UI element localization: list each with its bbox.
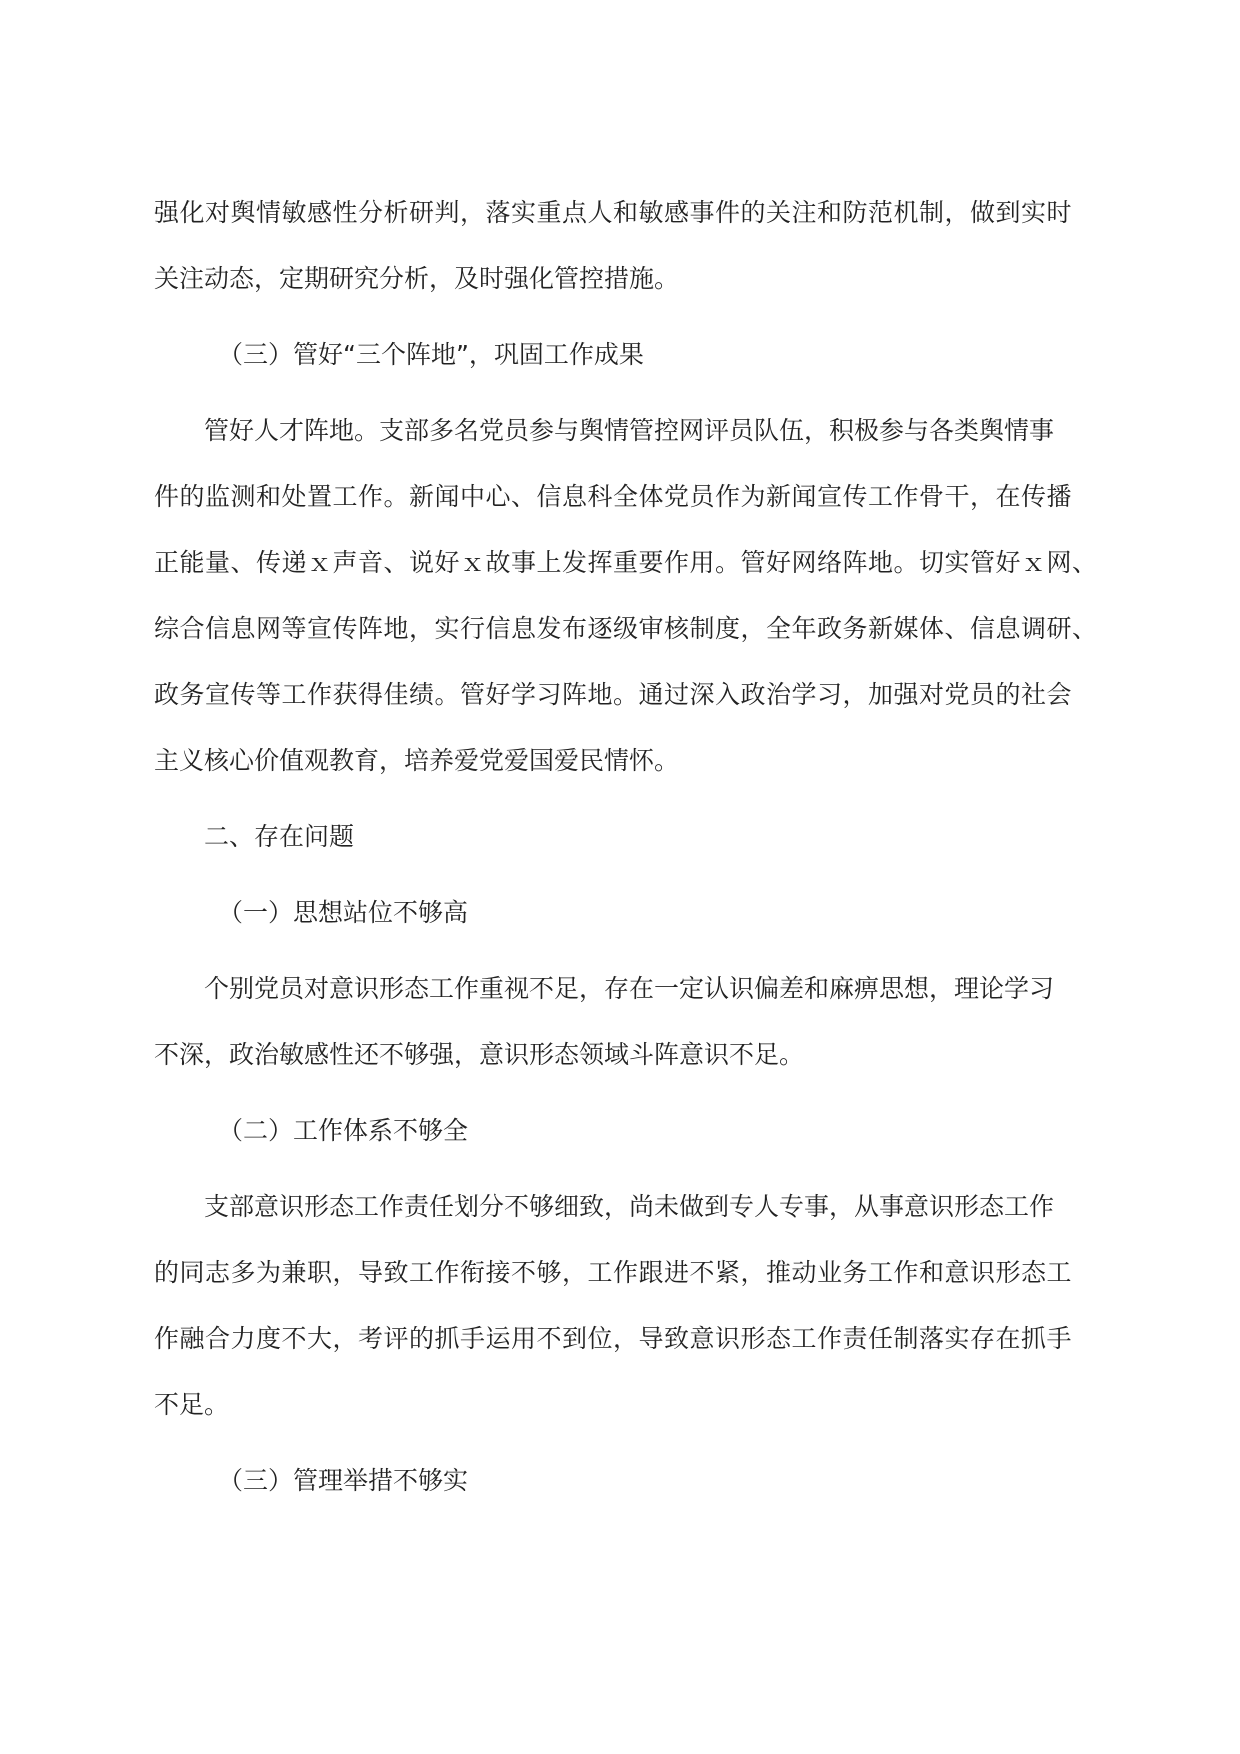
body-text-line: 的同志多为兼职，导致工作衔接不够，工作跟进不紧，推动业务工作和意识形态工: [154, 1258, 1073, 1287]
chapter-heading: 二、存在问题: [204, 822, 355, 851]
body-text-line: 不深，政治敏感性还不够强，意识形态领域斗阵意识不足。: [154, 1040, 805, 1069]
body-text-line: 强化对舆情敏感性分析研判，落实重点人和敏感事件的关注和防范机制，做到实时: [154, 198, 1073, 227]
body-text-line: 作融合力度不大，考评的抓手运用不到位，导致意识形态工作责任制落实存在抓手: [154, 1324, 1073, 1353]
section-heading: （三）管理举措不够实: [218, 1466, 469, 1495]
body-text-line: 政务宣传等工作获得佳绩。管好学习阵地。通过深入政治学习，加强对党员的社会: [154, 680, 1073, 709]
body-text-line: 综合信息网等宣传阵地，实行信息发布逐级审核制度，全年政务新媒体、信息调研、: [154, 614, 1098, 643]
paragraph-first-line: 个别党员对意识形态工作重视不足，存在一定认识偏差和麻痹思想，理论学习: [204, 974, 1055, 1003]
body-text-line: 件的监测和处置工作。新闻中心、信息科全体党员作为新闻宣传工作骨干，在传播: [154, 482, 1073, 511]
body-text-line: 不足。: [154, 1390, 230, 1419]
paragraph-first-line: 管好人才阵地。支部多名党员参与舆情管控网评员队伍，积极参与各类舆情事: [204, 416, 1055, 445]
section-heading: （三）管好“三个阵地”，巩固工作成果: [218, 340, 644, 369]
body-text-line: 正能量、传递ｘ声音、说好ｘ故事上发挥重要作用。管好网络阵地。切实管好ｘ网、: [154, 548, 1098, 577]
body-text-line: 关注动态，定期研究分析，及时强化管控措施。: [154, 264, 680, 293]
section-heading: （二）工作体系不够全: [218, 1116, 469, 1145]
body-text-line: 主义核心价值观教育，培养爱党爱国爱民情怀。: [154, 746, 680, 775]
paragraph-first-line: 支部意识形态工作责任划分不够细致，尚未做到专人专事，从事意识形态工作: [204, 1192, 1055, 1221]
section-heading: （一）思想站位不够高: [218, 898, 469, 927]
